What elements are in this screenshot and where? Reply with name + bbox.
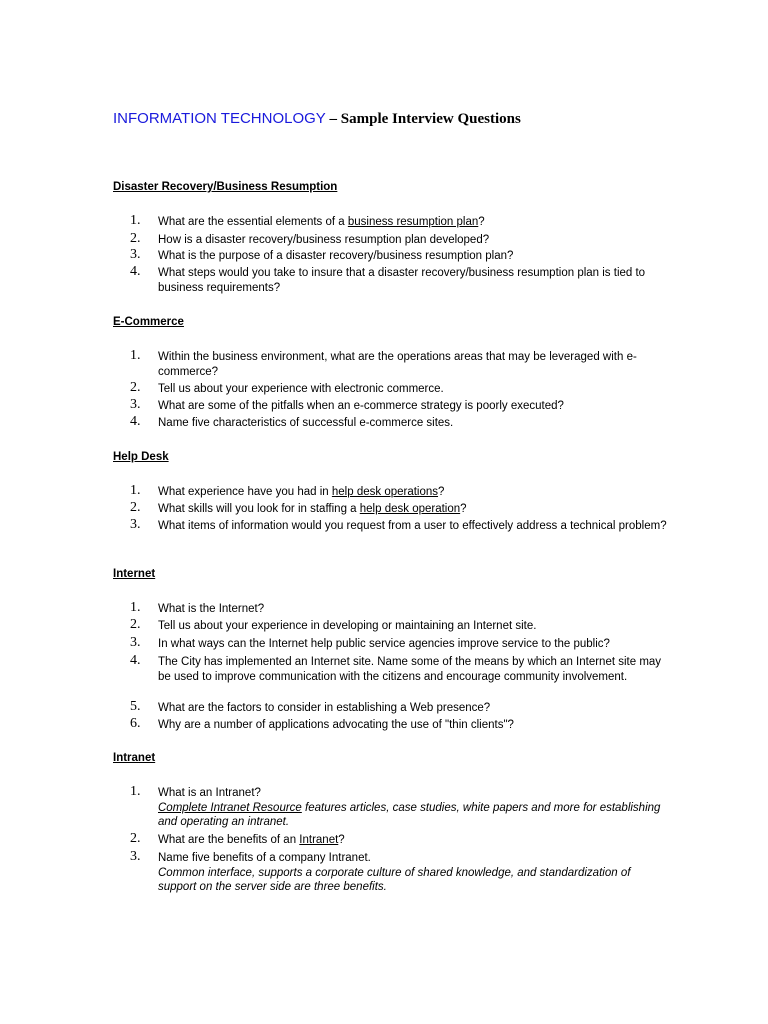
item-text-end: ? (338, 834, 345, 846)
item-number: 3. (130, 517, 141, 532)
list-item (130, 485, 670, 500)
item-text: Tell us about your experience in developing or maintaining an Internet site. (158, 620, 537, 632)
section-heading-internet: Internet (113, 568, 156, 580)
item-number: 4. (130, 653, 141, 668)
list-item (130, 502, 670, 517)
help-desk-operation-link[interactable]: help desk operation (359, 503, 461, 515)
item-text: What is the Internet? (158, 603, 265, 615)
item-text: What are the benefits of an (158, 834, 300, 846)
list-item (130, 851, 670, 895)
item-text: What steps would you take to insure that a disaster recovery/business resumption plan is tied to business requirements? (158, 267, 646, 294)
list-item (130, 266, 670, 295)
section-heading-intranet: Intranet (113, 752, 156, 764)
item-text: What are the essential elements of a (158, 216, 348, 228)
item-text: Name five benefits of a company Intranet. (158, 852, 371, 864)
item-text-end: ? (478, 216, 485, 228)
list-item (130, 602, 670, 617)
item-number: 3. (130, 397, 141, 412)
item-number: 6. (130, 716, 141, 731)
intranet-link[interactable]: Intranet (299, 834, 339, 846)
item-text: Within the business environment, what are the operations areas that may be leveraged with e-commerce? (158, 351, 637, 378)
list-item (130, 350, 670, 379)
item-text: How is a disaster recovery/business resumption plan developed? (158, 234, 490, 246)
list-item (130, 619, 670, 634)
item-number: 3. (130, 849, 141, 864)
section-heading-help-desk: Help Desk (113, 451, 169, 463)
title-subtitle: – Sample Interview Questions (325, 111, 521, 127)
item-text: What skills will you look for in staffing a (158, 503, 360, 515)
title-brand: INFORMATION TECHNOLOGY (113, 110, 326, 127)
list-item (130, 249, 670, 264)
list-item (130, 833, 670, 848)
item-text: What are some of the pitfalls when an e-commerce strategy is poorly executed? (158, 400, 564, 412)
list-item (130, 701, 670, 716)
list-item (130, 399, 670, 414)
item-text: Tell us about your experience with electronic commerce. (158, 383, 444, 395)
item-note: features articles, case studies, white papers and more for establishing and operating an intranet. (158, 801, 661, 828)
list-item (130, 519, 670, 534)
item-text: What is an Intranet? (158, 787, 261, 799)
list-item (130, 382, 670, 397)
item-text: Why are a number of applications advocating the use of "thin clients"? (158, 719, 514, 731)
list-item (130, 655, 670, 684)
list-item (130, 786, 670, 830)
item-number: 1. (130, 483, 141, 498)
item-text: In what ways can the Internet help public service agencies improve service to the public? (158, 638, 610, 650)
item-text: What is the purpose of a disaster recovery/business resumption plan? (158, 250, 514, 262)
item-text-end: ? (438, 486, 445, 498)
item-number: 1. (130, 348, 141, 363)
section-heading-e-commerce: E-Commerce (113, 316, 184, 328)
item-text: The City has implemented an Internet site. Name some of the means by which an Internet site may be used to improve communication with the citizens and encourage community involvement. (158, 656, 662, 683)
item-number: 4. (130, 264, 141, 279)
item-number: 5. (130, 699, 141, 714)
item-number: 1. (130, 213, 141, 228)
item-text-end: ? (460, 503, 467, 515)
item-note: Common interface, supports a corporate culture of shared knowledge, and standardization of support on the server side are three benefits. (158, 866, 631, 893)
list-item (130, 718, 670, 733)
section-heading-disaster-recovery: Disaster Recovery/Business Resumption (113, 181, 338, 193)
item-number: 2. (130, 831, 141, 846)
item-number: 2. (130, 380, 141, 395)
item-text: What are the factors to consider in establishing a Web presence? (158, 702, 491, 714)
complete-intranet-resource-link[interactable]: Complete Intranet Resource (158, 801, 302, 814)
item-number: 4. (130, 414, 141, 429)
list-item (130, 215, 670, 230)
item-number: 2. (130, 231, 141, 246)
item-text: What items of information would you request from a user to effectively address a technical problem? (158, 520, 667, 532)
business-resumption-plan-link[interactable]: business resumption plan (347, 216, 479, 228)
item-number: 2. (130, 617, 141, 632)
item-number: 3. (130, 247, 141, 262)
list-item (130, 416, 670, 431)
item-number: 1. (130, 784, 141, 799)
item-number: 3. (130, 635, 141, 650)
help-desk-operations-link[interactable]: help desk operations (331, 486, 439, 498)
list-item (130, 233, 670, 248)
page-title (113, 110, 521, 128)
item-number: 1. (130, 600, 141, 615)
item-text: What experience have you had in (158, 486, 332, 498)
list-item (130, 637, 670, 652)
item-number: 2. (130, 500, 141, 515)
item-text: Name five characteristics of successful e-commerce sites. (158, 417, 454, 429)
